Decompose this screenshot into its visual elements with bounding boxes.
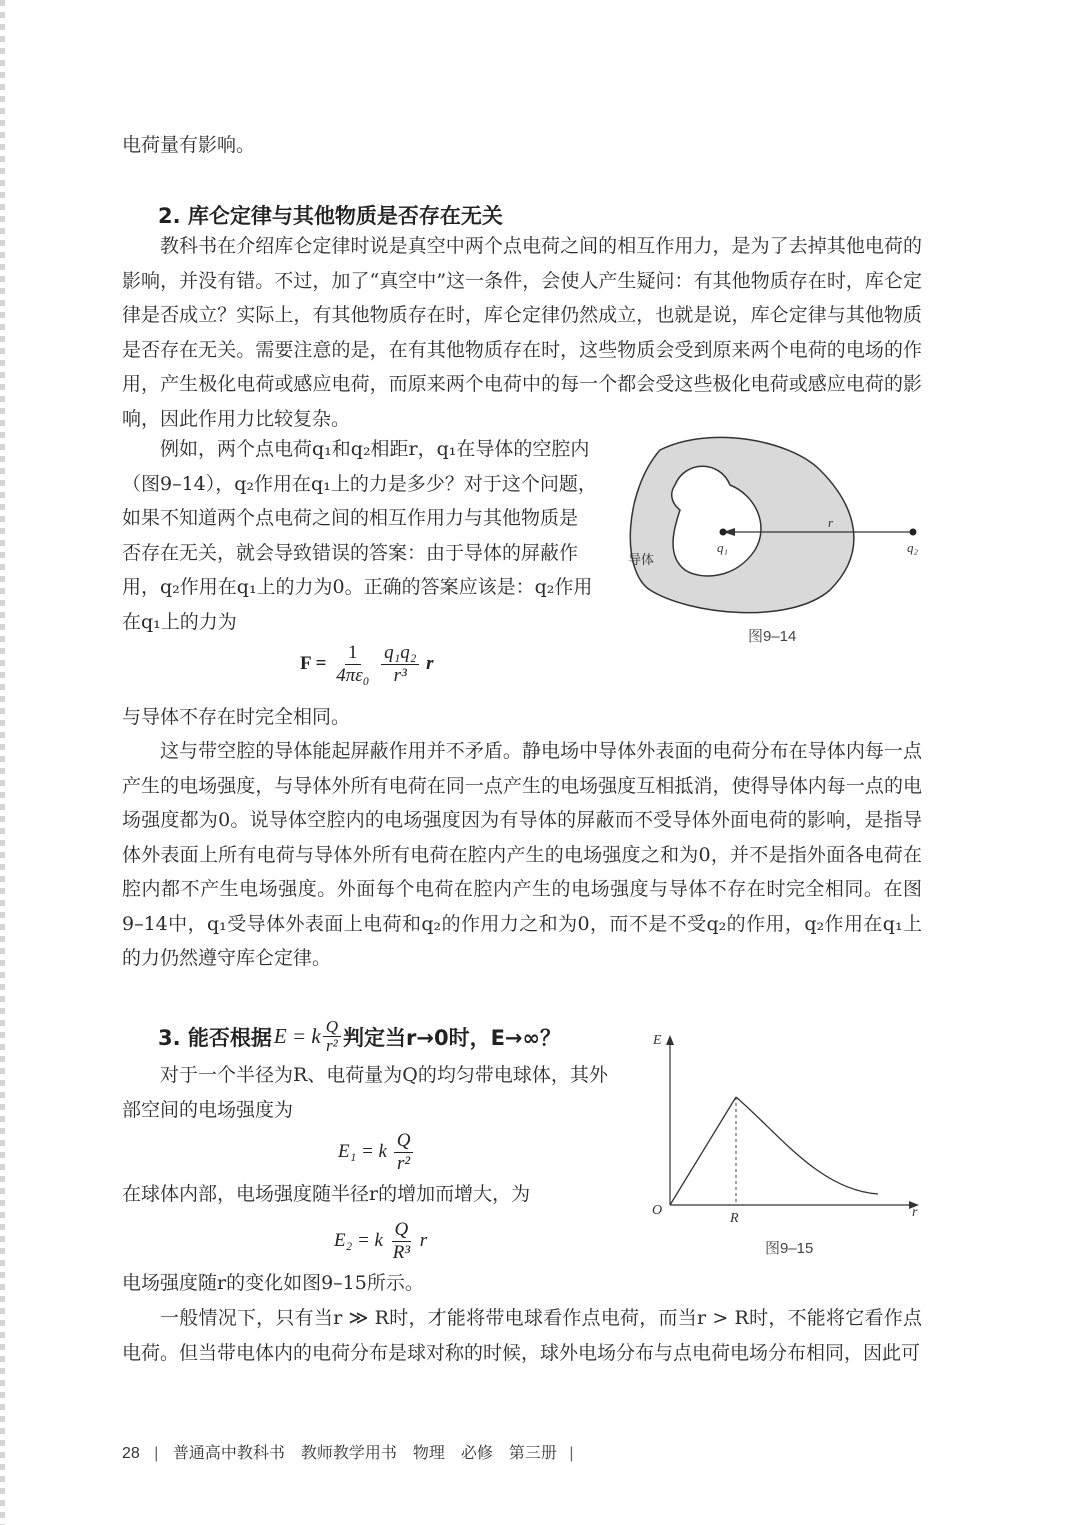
section-2-paragraph-3: 这与带空腔的导体能起屏蔽作用并不矛盾。静电场中导体外表面的电荷分布在导体内每一点产生的电场强度，与导体外所有电荷在同一点产生的电场强度互相抵消，使得导体内每一点的电场强度都为0。说导体空腔内的电场强度因为有导体的屏蔽而不受导体外面电荷的影响，是指导体外表面上所有电荷与导体外所有电荷在腔内产生的电场强度之和为0，并不是指外面各电荷在腔内都不产生电场强度。外面每个电荷在腔内产生的电场强度与导体不存在时完全相同。在图9–14中，q₁受导体外表面上电荷和q₂的作用力之和为0，而不是不受q₂的作用，q₂作用在q₁上的力仍然遵守库仑定律。 (122, 740, 922, 969)
formula-fraction-1 (333, 642, 372, 687)
fraction-numerator: Q (394, 1130, 414, 1153)
section-2-paragraph-1: 教科书在介绍库仑定律时说是真空中两个点电荷之间的相互作用力，是为了去掉其他电荷的影响，并没有错。不过，加了“真空中”这一条件，会使人产生疑问：有其他物质存在时，库仑定律是否成立？实际上，有其他物质存在时，库仑定律仍然成立，也就是说，库仑定律与其他物质是否存在无关。需要注意的是，在有其他物质存在时，这些物质会受到原来两个电荷的电场的作用，产生极化电荷或感应电荷，而原来两个电荷中的每一个都会受这些极化电荷或感应电荷的影响，因此作用力比较复杂。 (122, 235, 922, 430)
page-footer: 28 | 普通高中教科书 教师教学用书 物理 必修 第三册 | (122, 1445, 574, 1462)
fraction-denominator: 4πε₀ (336, 665, 370, 686)
axis-label-e: E (653, 1033, 662, 1048)
intro-line: 电荷量有影响。 (122, 134, 256, 156)
conductor-body (630, 437, 854, 612)
example-line: 在q₁上的力为 (122, 610, 237, 633)
fraction-numerator: Q (392, 1219, 412, 1242)
formula-fraction (394, 1130, 414, 1175)
example-line: 如果不知道两个点电荷之间的相互作用力与其他物质是 (122, 507, 579, 529)
figure-9-14-caption: 图9–14 (748, 628, 797, 645)
label-conductor: 导体 (628, 553, 655, 568)
coulomb-formula (300, 642, 433, 687)
example-line: 用，q₂作用在q₁上的力为0。正确的答案应该是：q₂作用 (122, 576, 593, 598)
heading-fraction (323, 1018, 341, 1055)
label-r: r (828, 515, 834, 530)
y-axis-arrow (666, 1035, 674, 1045)
section-3-last-paragraph: 一般情况下，只有当r ≫ R时，才能将带电球看作点电荷，而当r > R时，不能将它看作点电荷。但当带电体内的电荷分布是球对称的时候，球外电场分布与点电荷电场分布相同，因此可 (122, 1307, 922, 1364)
fraction-denominator: r³ (393, 665, 407, 686)
axis-label-r: r (912, 1205, 918, 1220)
fraction-numerator: q₁q₂ (381, 642, 419, 665)
heading-prefix: 3. 能否根据 (158, 1025, 272, 1050)
page-edge-decoration (0, 0, 5, 1525)
formula-vector-r: r (426, 652, 434, 674)
fraction-denominator: R³ (392, 1242, 411, 1263)
field-curve-inside (670, 1097, 736, 1205)
tick-label-r: R (730, 1211, 739, 1226)
section-3-line: 电场强度随r的变化如图9–15所示。 (122, 1272, 424, 1294)
q1-dot (720, 529, 727, 536)
formula-lhs: E₁ = k (338, 1140, 387, 1162)
formula-e1 (338, 1130, 415, 1175)
section-3-text (122, 1058, 642, 1127)
formula-fraction (390, 1219, 413, 1264)
fraction-denominator: r² (397, 1153, 411, 1174)
origin-label: O (652, 1203, 663, 1218)
after-formula-line: 与导体不存在时完全相同。 (122, 706, 351, 728)
example-line: 否存在无关，就会导致错误的答案：由于导体的屏蔽作 (122, 541, 579, 564)
field-curve-outside (736, 1097, 878, 1194)
formula-tail: r (419, 1229, 428, 1251)
book-title: 普通高中教科书 教师教学用书 物理 必修 第三册 (172, 1445, 557, 1462)
example-line: 例如，两个点电荷q₁和q₂相距r，q₁在导体的空腔内 (160, 438, 590, 460)
heading-suffix: 判定当r→0时，E→∞？ (343, 1025, 562, 1050)
section-3-line: 对于一个半径为R、电荷量为Q的均匀带电球体，其外 (160, 1064, 608, 1086)
section-3-heading (158, 1018, 561, 1055)
figure-9-14 (620, 430, 940, 620)
figure-9-15-caption: 图9–15 (765, 1240, 814, 1257)
figure-9-15 (640, 1030, 940, 1230)
formula-lhs: E₂ = k (334, 1229, 383, 1251)
fraction-numerator: Q (323, 1018, 341, 1037)
page-number: 28 (122, 1445, 140, 1462)
formula-fraction-2 (381, 642, 419, 687)
section-2-heading: 2. 库仑定律与其他物质是否存在无关 (158, 204, 503, 228)
heading-formula-lhs: E = k (273, 1024, 321, 1048)
label-q1: q₁ (717, 540, 729, 555)
fraction-denominator: r² (326, 1036, 338, 1055)
section-3-line: 部空间的电场强度为 (122, 1098, 294, 1121)
fraction-numerator: 1 (345, 642, 361, 665)
example-line: （图9–14），q₂作用在q₁上的力是多少？对于这个问题， (122, 472, 597, 495)
q2-dot (910, 529, 917, 536)
example-paragraph (122, 432, 602, 639)
formula-e2 (334, 1219, 427, 1264)
formula-lhs: F = (300, 652, 327, 674)
section-3-line: 在球体内部，电场强度随半径r的增加而增大，为 (122, 1183, 531, 1205)
label-q2: q₂ (907, 540, 919, 555)
